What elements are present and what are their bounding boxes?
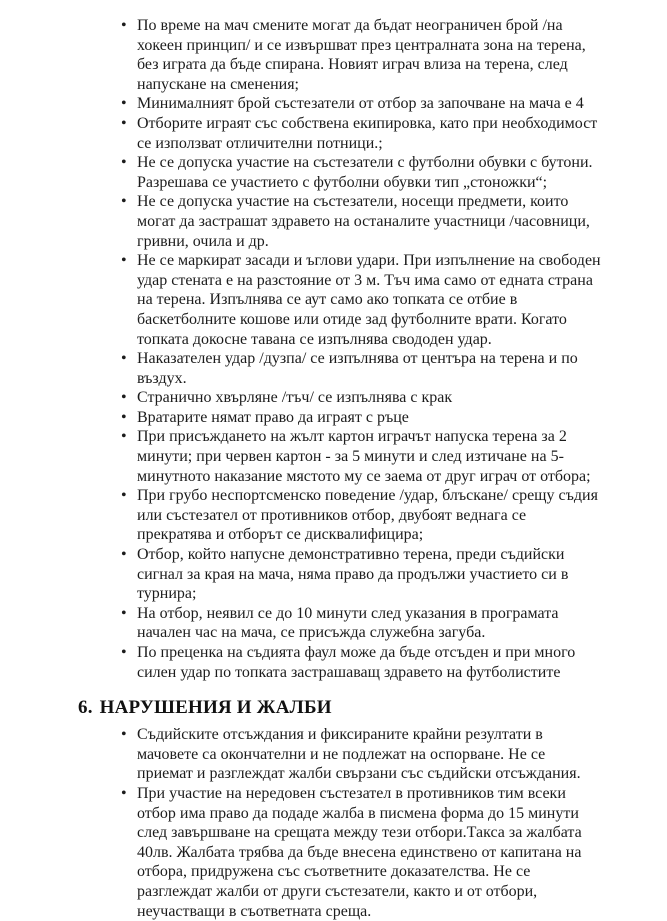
section-number: 6. <box>78 697 93 719</box>
rule-item: • По преценка на съдията фаул може да бъде отсъден и при много силен удар по топката застрашаващ здравето на футболистите <box>137 643 603 682</box>
rule-item: • Не се маркират засади и ъглови удари. При изпълнение на свободен удар стената е на разстояние от 3 м. Тъч има само от едната страна на терена. Изпълнява се аут само ако топката се отбие в баскетболните кошове или отиде зад футболните врати. Когато топката докосне тавана се изпълнява свододен удар. <box>137 251 603 349</box>
section-heading-violations <box>78 697 667 719</box>
rule-item: • Съдийските отсъждания и фиксираните крайни резултати в мачовете са окончателни и не подлежат на оспорване. Не се приемат и разглеждат жалби свързани със съдийски отсъждания. <box>137 725 603 784</box>
rule-item: • Вратарите нямат право да играят с ръце <box>137 408 603 428</box>
rule-item: • Наказателен удар /дузпа/ се изпълнява от центъра на терена и по въздух. <box>137 349 603 388</box>
rule-item: • При участие на нередовен състезател в противников тим всеки отбор има право да подаде жалба в писмена форма до 15 минути след завършване на срещата между тези отбори.Такса за жалбата 40лв. Жалбата трябва да бъде внесена единствено от капитана на отбора, придружена със съответните доказателства. Не се разглеждат жалби от други състезатели, както и от отбори, неучастващи в съответната среща. <box>137 784 603 921</box>
rule-item: • Отбор, който напусне демонстративно терена, преди съдийски сигнал за края на мача, няма право да продължи участието си в турнира; <box>137 545 603 604</box>
rule-item: • При присъждането на жълт картон играчът напуска терена за 2 минути; при червен картон - за 5 минути и след изтичане на 5-минутното наказание мястото му се заема от друг играч от отбора; <box>137 427 603 486</box>
violations-rules-list <box>137 725 603 921</box>
rule-item: • Не се допуска участие на състезатели, носещи предмети, които могат да застрашат здравето на останалите участници /часовници, гривни, очила и др. <box>137 192 603 251</box>
rule-item: • При грубо неспортсменско поведение /удар, блъскане/ срещу съдия или състезател от противников отбор, двубоят веднага се прекратява и отборът се дисквалифицира; <box>137 486 603 545</box>
rule-item: • Отборите играят със собствена екипировка, като при необходимост се използват отличителни потници.; <box>137 114 603 153</box>
rule-item: • Не се допуска участие на състезатели с футболни обувки с бутони. Разрешава се участието с футболни обувки тип „стоножки“; <box>137 153 603 192</box>
rule-item: • По време на мач смените могат да бъдат неограничен брой /на хокеен принцип/ и се извършват през централната зона на терена, без играта да бъде спирана. Новият играч влиза на терена, след напускане на сменения; <box>137 16 603 94</box>
match-rules-list <box>137 16 603 682</box>
rule-item: • Минималният брой състезатели от отбор за започване на мача е 4 <box>137 94 603 114</box>
rule-item: • На отбор, неявил се до 10 минути след указания в програмата начален час на мача, се присъжда служебна загуба. <box>137 604 603 643</box>
section-title: НАРУШЕНИЯ И ЖАЛБИ <box>99 697 332 719</box>
rule-item: • Странично хвърляне /тъч/ се изпълнява с крак <box>137 388 603 408</box>
